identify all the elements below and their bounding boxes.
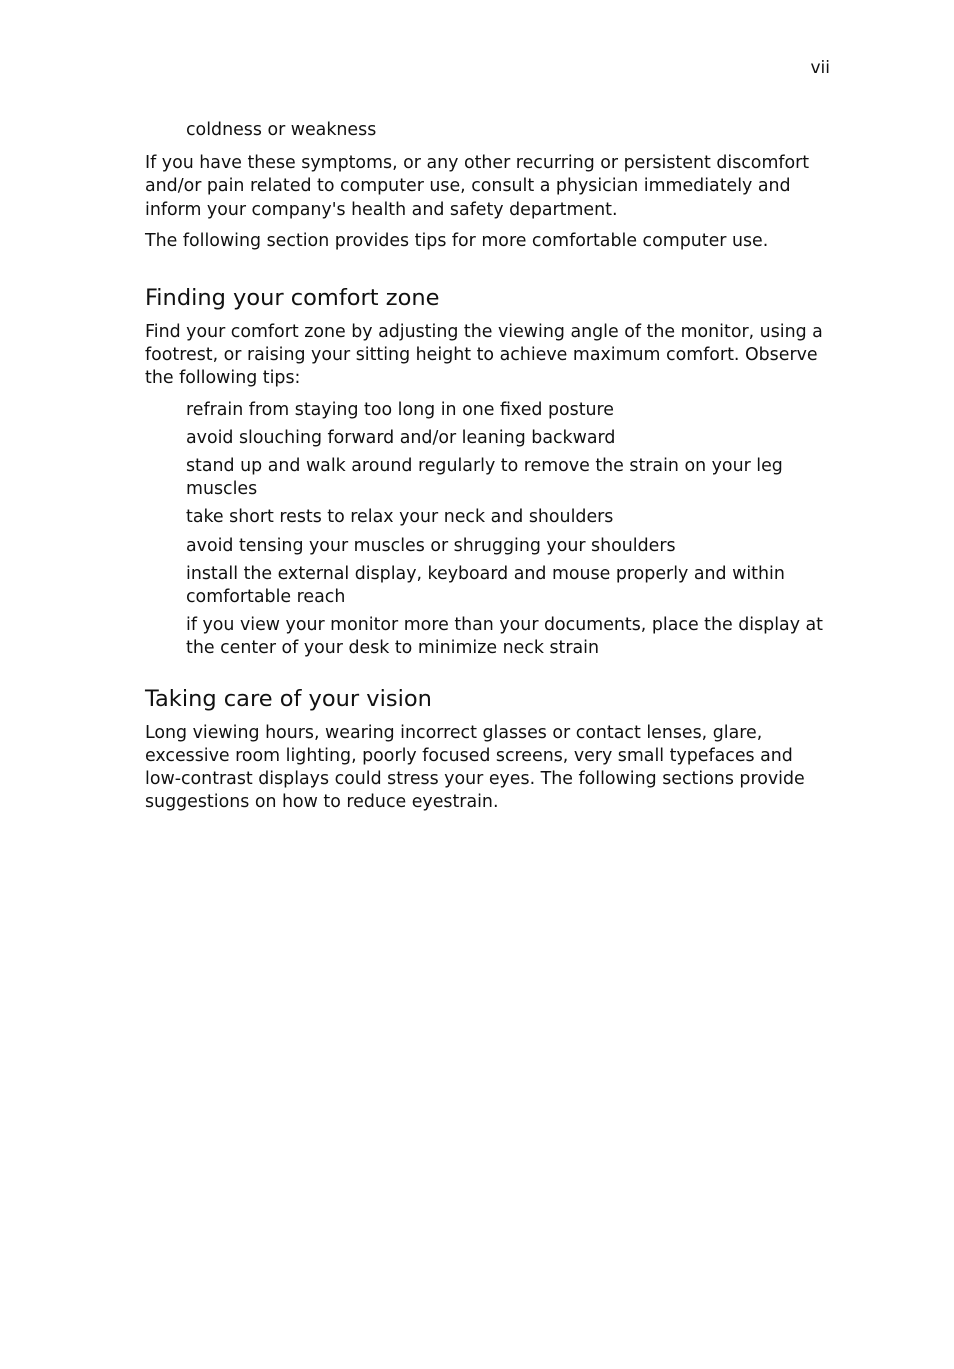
page-number: vii (810, 58, 830, 78)
list-item: take short rests to relax your neck and shoulders (186, 507, 614, 528)
comfort-tips-list (145, 399, 830, 661)
symptoms-paragraph: If you have these symptoms, or any other recurring or persistent discomfort and/or pain related to computer use, consult a physician immediately and inform your company's health and safety department. (145, 153, 810, 220)
vision-heading: Taking care of your vision (145, 685, 432, 712)
list-item: install the external display, keyboard and mouse properly and within comfortable reach (186, 563, 785, 608)
list-item: refrain from staying too long in one fixed posture (186, 399, 615, 420)
list-item-coldness: coldness or weakness (186, 120, 377, 140)
list-item: avoid slouching forward and/or leaning backward (186, 427, 616, 448)
vision-paragraph: Long viewing hours, wearing incorrect glasses or contact lenses, glare, excessive room lighting, poorly focused screens, very small typefaces and low-contrast displays could stress your eyes. The following sections provide suggestions on how to reduce eyestrain. (145, 722, 805, 813)
list-item: if you view your monitor more than your documents, place the display at the center of your desk to minimize neck strain (186, 615, 823, 659)
comfort-zone-paragraph: Find your comfort zone by adjusting the viewing angle of the monitor, using a footrest, or raising your sitting height to achieve maximum comfort. Observe the following tips: (145, 322, 823, 389)
tips-intro-paragraph: The following section provides tips for more comfortable computer use. (145, 230, 769, 251)
list-item: stand up and walk around regularly to remove the strain on your leg muscles (186, 456, 783, 500)
comfort-zone-heading: Finding your comfort zone (145, 285, 440, 312)
page-content (145, 119, 830, 822)
list-item: avoid tensing your muscles or shrugging your shoulders (186, 535, 676, 556)
